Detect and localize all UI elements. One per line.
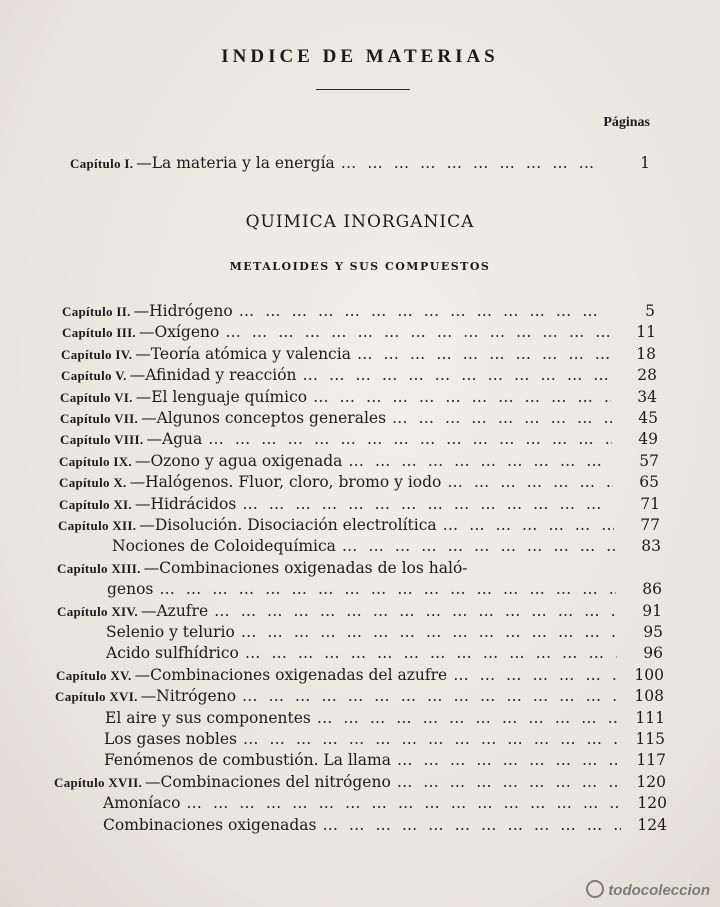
toc-entry	[62, 300, 655, 322]
leader-dots	[447, 471, 613, 493]
toc-entry	[61, 343, 656, 365]
watermark-text: todocoleccion	[608, 882, 710, 899]
entry-title: —Halógenos. Fluor, cloro, bromo y iodo	[129, 473, 442, 492]
page-number: 95	[643, 623, 663, 641]
subsection-title: METALOIDES Y SUS COMPUESTOS	[229, 260, 491, 273]
chapter-label: Capítulo V.	[61, 368, 127, 384]
chapter-label: Capítulo IV.	[61, 346, 133, 362]
section-title: QUIMICA INORGANICA	[245, 212, 475, 232]
entry-title: —Combinaciones del nitrógeno	[145, 772, 391, 791]
leader-dots	[443, 514, 614, 536]
page-number: 124	[637, 815, 667, 834]
page-number: 1	[640, 154, 650, 172]
entry-title: —El lenguaje químico	[135, 387, 308, 406]
leader-dots	[303, 364, 611, 386]
leader-dots	[225, 321, 610, 343]
page-number: 91	[642, 601, 662, 620]
entry-title: —Hidrógeno	[133, 302, 233, 320]
chapter-label: Capítulo III.	[62, 325, 136, 341]
page-number: 86	[642, 580, 662, 599]
entry-title: —Oxígeno	[138, 323, 220, 342]
toc-entry	[107, 578, 662, 600]
entry-title: —Combinaciones oxigenadas del azufre	[134, 665, 448, 684]
leader-dots	[341, 152, 604, 174]
leader-dots	[348, 450, 613, 472]
entry-title: Amoníaco	[103, 794, 181, 813]
chapter-label: Capítulo XIV.	[57, 603, 138, 619]
watermark	[586, 880, 710, 899]
page-number: 108	[634, 687, 664, 706]
toc-entry	[59, 493, 660, 515]
entry-title: —Teoría atómica y valencia	[135, 344, 351, 363]
toc-entry	[103, 792, 667, 814]
entry-title: Acido sulfhídrico	[106, 644, 239, 663]
leader-dots	[159, 578, 616, 600]
page-number: 57	[639, 451, 659, 470]
toc-entry	[103, 814, 667, 836]
watermark-logo-icon	[586, 880, 604, 898]
toc-entry	[106, 642, 663, 664]
page-number: 45	[638, 409, 658, 427]
leader-dots	[239, 300, 609, 322]
toc-entry	[61, 364, 657, 386]
entry-title: Fenómenos de combustión. La llama	[104, 751, 391, 770]
page-number: 18	[636, 344, 656, 363]
chapter-label: Capítulo XI.	[59, 496, 132, 512]
entry-title: —Afinidad y reacción	[129, 366, 297, 385]
page-number: 11	[636, 323, 656, 342]
entry-title: —Hidrácidos	[134, 494, 237, 513]
leader-dots	[214, 600, 616, 622]
leader-dots	[242, 685, 618, 707]
leader-dots	[342, 535, 615, 557]
entry-title: —Disolución. Disociación electrolítica	[139, 516, 437, 534]
toc-entry	[105, 707, 665, 729]
page-number: 83	[641, 537, 661, 556]
page-number: 120	[636, 772, 666, 791]
leader-dots	[186, 792, 621, 814]
toc-entry	[59, 450, 659, 472]
toc-entry	[55, 685, 664, 707]
entry-title: Nociones de Coloidequímica	[112, 537, 336, 556]
toc-entry	[60, 428, 658, 450]
leader-dots	[322, 814, 621, 836]
leader-dots	[397, 771, 620, 793]
page-number: 71	[640, 494, 660, 513]
toc-entry	[104, 728, 665, 750]
chapter-label: Capítulo I.	[70, 156, 134, 171]
leader-dots	[357, 343, 610, 365]
chapter-label: Capítulo XII.	[58, 518, 137, 533]
leader-dots	[392, 407, 612, 429]
toc-entry	[58, 514, 660, 536]
page-number: 5	[645, 302, 655, 320]
chapter-label: Capítulo XV.	[56, 667, 132, 683]
page-number: 28	[637, 366, 657, 385]
page-number: 34	[637, 387, 657, 406]
entry-title: Combinaciones oxigenadas	[103, 815, 317, 834]
toc-entry	[59, 471, 659, 493]
index-title: INDICE DE MATERIAS	[221, 46, 499, 67]
entry-title: genos	[107, 580, 154, 599]
entry-title: —Agua	[146, 430, 203, 449]
leader-dots	[245, 642, 617, 664]
toc-entry	[62, 321, 656, 343]
leader-dots	[313, 386, 611, 408]
entry-title: Selenio y telurio	[106, 623, 235, 641]
page-number: 49	[638, 430, 658, 449]
page-number: 115	[635, 730, 665, 748]
toc-entry	[104, 749, 666, 771]
entry-title: Los gases nobles	[104, 730, 237, 748]
chapter-label: Capítulo II.	[62, 304, 131, 319]
entry-title: —Azufre	[140, 601, 209, 620]
toc-entry	[60, 386, 657, 408]
page-number: 117	[636, 751, 666, 770]
leader-dots	[208, 428, 612, 450]
toc-entry	[112, 535, 661, 557]
entry-title: —Nitrógeno	[140, 687, 237, 706]
page-number: 65	[639, 473, 659, 492]
leader-dots	[243, 728, 619, 750]
chapter-label: Capítulo VIII.	[60, 432, 144, 448]
chapter-label: Capítulo VI.	[60, 389, 133, 405]
entry-title: —La materia y la energía	[136, 154, 335, 172]
toc-entry	[56, 664, 664, 686]
leader-dots	[317, 707, 619, 729]
page-number: 120	[637, 794, 667, 813]
chapter-label: Capítulo IX.	[59, 453, 132, 469]
page-number: 100	[634, 665, 664, 684]
page-number: 111	[635, 708, 665, 727]
chapter-label: Capítulo XIII.	[57, 560, 141, 576]
entry-title: —Ozono y agua oxigenada	[134, 451, 343, 470]
toc-entry	[54, 771, 666, 793]
chapter-label: Capítulo X.	[59, 475, 127, 491]
title-rule	[316, 89, 410, 90]
entry-title: El aire y sus componentes	[105, 708, 311, 727]
chapter-label: Capítulo VII.	[60, 411, 139, 426]
leader-dots	[453, 664, 618, 686]
toc-entry	[57, 557, 661, 579]
page-number: 96	[643, 644, 663, 663]
leader-dots	[242, 493, 614, 515]
toc-entry-intro	[70, 152, 650, 174]
toc-entry	[106, 621, 663, 643]
leader-dots	[397, 749, 620, 771]
entry-title: —Combinaciones oxigenadas de los haló-	[143, 558, 468, 577]
leader-dots	[241, 621, 617, 643]
toc-entry	[60, 407, 658, 429]
entry-title: —Algunos conceptos generales	[141, 409, 387, 427]
chapter-label: Capítulo XVII.	[54, 774, 142, 790]
toc-entry	[57, 600, 662, 622]
pages-column-header: Páginas	[603, 115, 650, 130]
page-number: 77	[640, 516, 660, 534]
chapter-label: Capítulo XVI.	[55, 689, 138, 705]
